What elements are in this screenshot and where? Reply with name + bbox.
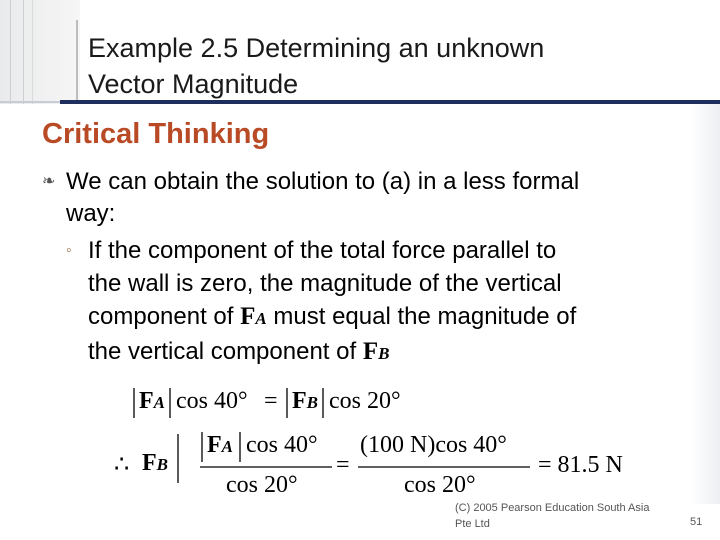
eq1-lhs-trig: cos 40° [176, 388, 248, 414]
sub-bullet-line: If the component of the total force parallel to [88, 237, 557, 264]
vector-subscript: A [255, 309, 267, 328]
sub-bullet-icon: ◦ [66, 242, 72, 259]
text-span: component of [88, 303, 241, 330]
vector-symbol: F [362, 338, 379, 365]
text-span: the vertical component of [88, 338, 363, 365]
text-span: must equal the magnitude of [266, 303, 577, 330]
footer-line: Pte Ltd [455, 518, 490, 530]
eq2-fa [207, 432, 233, 459]
vector-symbol: F [207, 432, 222, 458]
eq2-num-trig: cos 40° [246, 432, 318, 458]
eq1-rhs-trig: cos 20° [329, 388, 401, 414]
slide-title-line2: Vector Magnitude [88, 69, 299, 99]
vector-symbol: F [142, 450, 157, 476]
vector-subscript: A [153, 393, 166, 412]
eq2-den2: cos 20° [404, 472, 476, 498]
bullet-text-continued: way: [66, 200, 116, 227]
therefore-symbol: ∴ [114, 452, 130, 478]
slide-title-line1: Example 2.5 Determining an unknown [88, 33, 545, 63]
section-heading: Critical Thinking [42, 118, 270, 150]
eq2-equals: = [336, 452, 350, 478]
vector-symbol: F [139, 388, 154, 414]
vector-subscript: B [156, 455, 169, 474]
vector-subscript: A [221, 437, 234, 456]
vector-subscript: B [306, 393, 319, 412]
bullet-icon: ❧ [42, 173, 56, 190]
sub-bullet-line: the wall is zero, the magnitude of the vertical [88, 270, 562, 297]
footer-copyright [455, 500, 685, 532]
vector-subscript: B [378, 344, 390, 363]
vector-symbol: F [292, 388, 307, 414]
eq2-den-trig: cos 20° [226, 472, 298, 498]
footer-line: (C) 2005 Pearson Education South Asia [455, 502, 650, 514]
eq2-num2: (100 N)cos 40° [360, 432, 507, 458]
vector-symbol: F [240, 303, 256, 330]
bullet-text: We can obtain the solution to (a) in a less formal [66, 168, 580, 195]
eq1-fa [139, 388, 165, 415]
page-number: 51 [690, 516, 703, 528]
eq2-fb [142, 450, 168, 477]
eq1-equals: = [264, 388, 278, 414]
eq2-result: = 81.5 N [538, 452, 623, 478]
eq1-fb [292, 388, 318, 415]
